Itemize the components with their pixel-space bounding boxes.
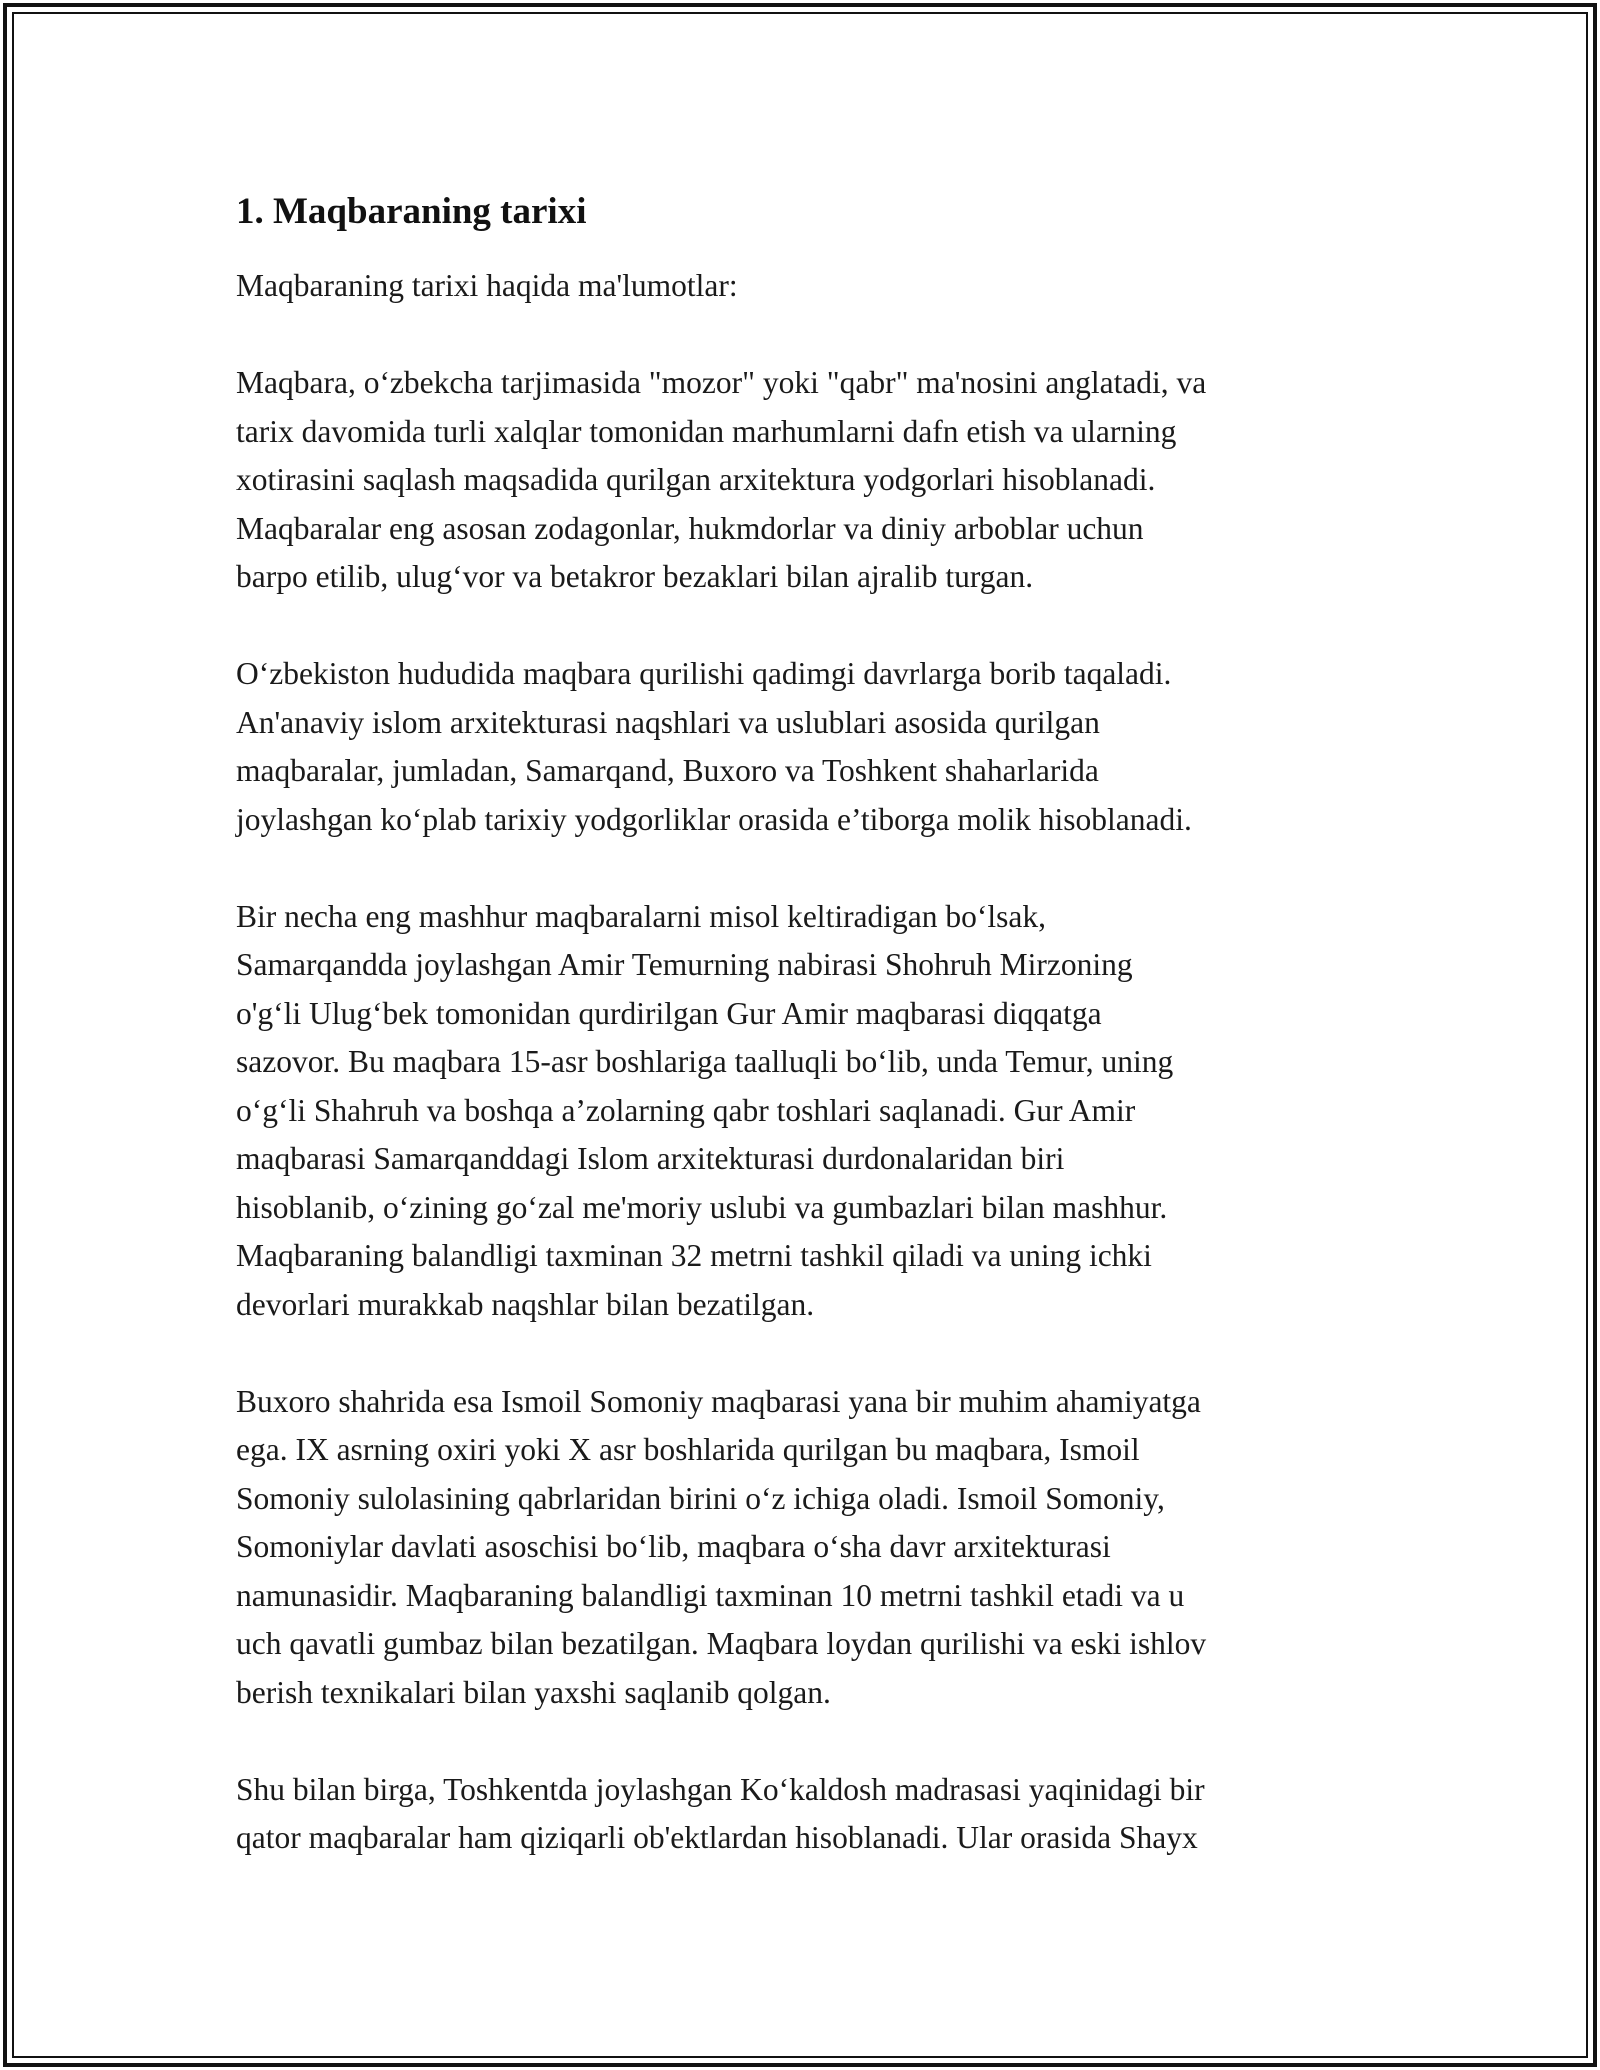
text-line: barpo etilib, ulug‘vor va betakror bezaklari bilan ajralib turgan. [236,559,1034,594]
text-line: o'g‘li Ulug‘bek tomonidan qurdirilgan Gur Amir maqbarasi diqqatga [236,995,1102,1031]
text-line: Shu bilan birga, Toshkentda joylashgan Ko‘kaldosh madrasasi yaqinidagi bir [236,1771,1205,1807]
text-line: Bir necha eng mashhur maqbaralarni misol keltiradigan bo‘lsak, [236,898,1047,934]
paragraph-toshkent [236,1766,1376,1863]
text-line: O‘zbekiston hududida maqbara qurilishi qadimgi davrlarga borib taqaladi. [236,656,1172,691]
paragraph-maqbara-definition [236,359,1376,602]
paragraph-uzbekistan [236,650,1376,844]
text-line: berish texnikalari bilan yaxshi saqlanib qolgan. [236,1674,831,1710]
text-line: maqbaralar, jumladan, Samarqand, Buxoro va Toshkent shaharlarida [236,753,1099,788]
paragraph-ismoil-somoniy [236,1378,1376,1718]
text-line: ega. IX asrning oxiri yoki X asr boshlarida qurilgan bu maqbara, Ismoil [236,1432,1140,1467]
text-line: Maqbara, o‘zbekcha tarjimasida "mozor" yoki "qabr" ma'nosini anglatadi, va [236,365,1207,400]
text-line: Maqbaralar eng asosan zodagonlar, hukmdorlar va diniy arboblar uchun [236,510,1144,546]
text-line: qator maqbaralar ham qiziqarli ob'ektlardan hisoblanadi. Ular orasida Shayx [236,1820,1198,1855]
text-line: namunasidir. Maqbaraning balandligi taxminan 10 metrni tashkil etadi va u [236,1577,1185,1613]
text-line: An'anaviy islom arxitekturasi naqshlari va uslublari asosida qurilgan [236,704,1100,740]
document-body [236,188,1376,1911]
section-heading: 1. Maqbaraning tarixi [236,191,587,232]
text-line: xotirasini saqlash maqsadida qurilgan arxitektura yodgorlari hisoblanadi. [236,462,1156,497]
text-line: Maqbaraning balandligi taxminan 32 metrni tashkil qiladi va uning ichki [236,1238,1152,1273]
intro-paragraph [236,262,1376,311]
text-line: Samarqandda joylashgan Amir Temurning nabirasi Shohruh Mirzoning [236,947,1133,982]
text-line: sazovor. Bu maqbara 15-asr boshlariga taalluqli bo‘lib, unda Temur, uning [236,1044,1174,1079]
text-line: Buxoro shahrida esa Ismoil Somoniy maqbarasi yana bir muhim ahamiyatga [236,1383,1201,1419]
text-line: Somoniylar davlati asoschisi bo‘lib, maqbara o‘sha davr arxitekturasi [236,1529,1111,1564]
text-line: joylashgan ko‘plab tarixiy yodgorliklar orasida e’tiborga molik hisoblanadi. [236,801,1192,837]
text-line: o‘g‘li Shahruh va boshqa a’zolarning qabr toshlari saqlanadi. Gur Amir [236,1092,1136,1128]
text-line: devorlari murakkab naqshlar bilan bezatilgan. [236,1286,815,1322]
text-line: uch qavatli gumbaz bilan bezatilgan. Maqbara loydan qurilishi va eski ishlov [236,1626,1207,1661]
text-line: hisoblanib, o‘zining go‘zal me'moriy uslubi va gumbazlari bilan mashhur. [236,1189,1168,1225]
text-line: Maqbaraning tarixi haqida ma'lumotlar: [236,268,738,303]
text-line: maqbarasi Samarqanddagi Islom arxitekturasi durdonalaridan biri [236,1141,1065,1176]
text-line: Somoniy sulolasining qabrlaridan birini o‘z ichiga oladi. Ismoil Somoniy, [236,1480,1165,1516]
paragraph-gur-amir [236,893,1376,1330]
text-line: tarix davomida turli xalqlar tomonidan marhumlarni dafn etish va ularning [236,413,1177,449]
